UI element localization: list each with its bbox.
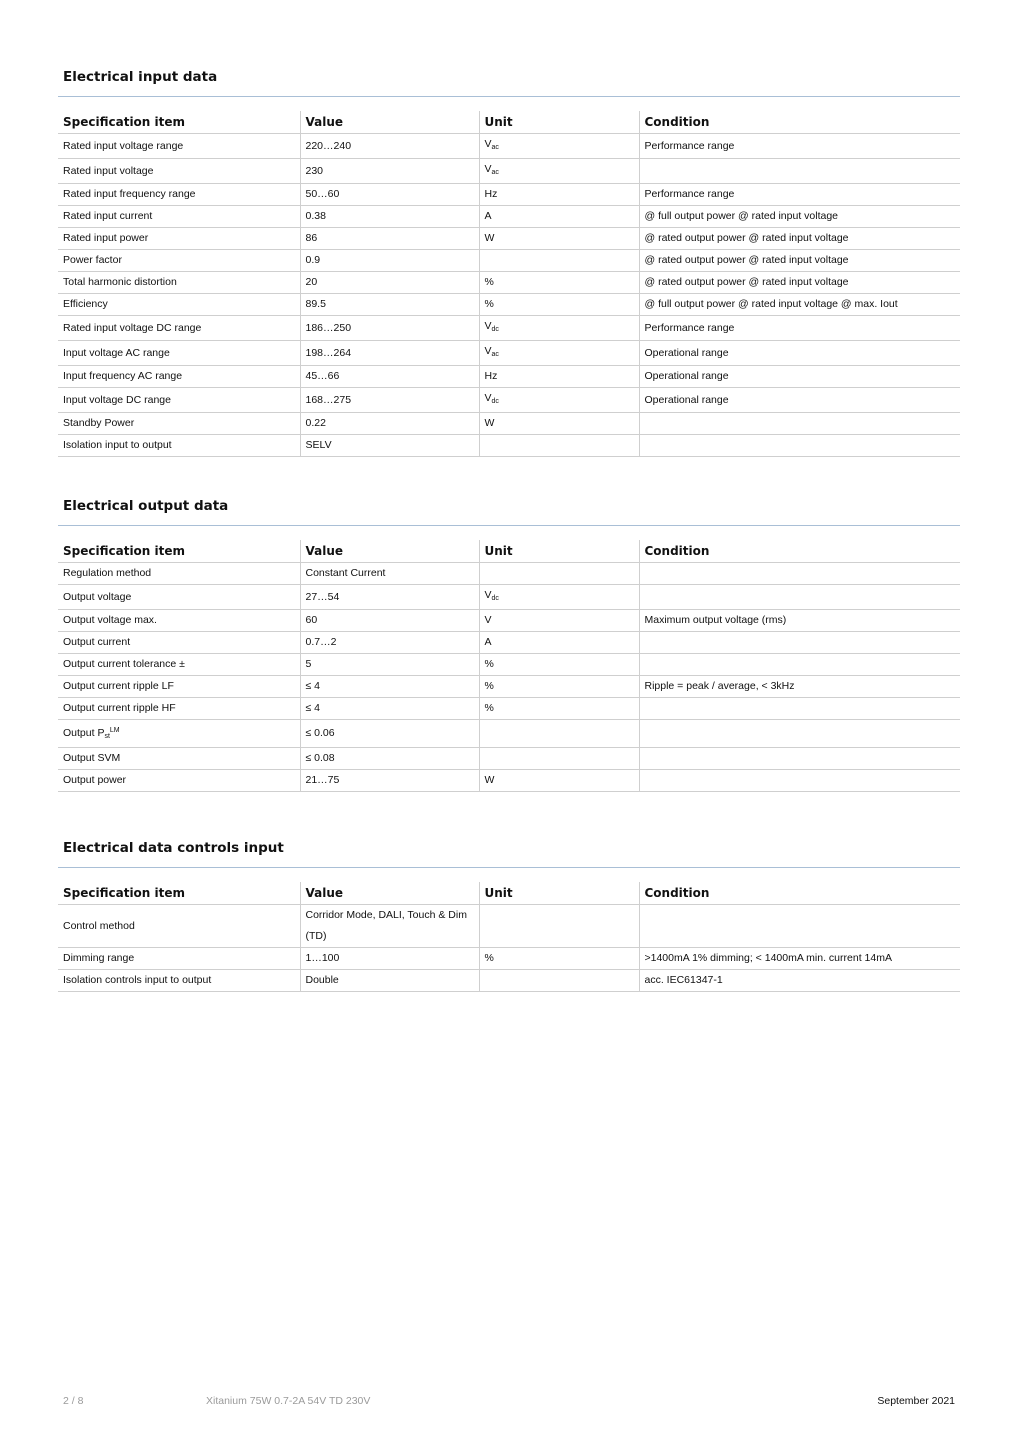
spec-item-subscript: st [104,733,110,740]
section-title: Electrical output data [63,498,229,514]
spec-value-cell [300,134,479,159]
spec-item-cell [58,388,300,413]
spec-value: ≤ 0.06 [305,727,335,739]
spec-unit: W [484,774,495,786]
spec-value-cell [300,388,479,413]
spec-item-cell [58,905,300,948]
spec-unit-subscript: dc [491,595,499,602]
spec-item-label: Efficiency [63,298,108,310]
table-row [58,905,960,948]
spec-table [58,540,960,792]
spec-table [58,882,960,992]
spec-value: SELV [305,439,332,451]
spec-value: Constant Current [305,567,386,579]
spec-condition: Operational range [644,393,729,406]
spec-unit: Hz [484,370,498,382]
spec-unit-cell [479,698,639,720]
spec-value: ≤ 4 [305,702,321,714]
table-row [58,563,960,585]
header-spec: Specification item [58,111,300,134]
spec-unit-cell [479,341,639,366]
spec-condition-cell [639,388,960,413]
spec-condition-cell [639,206,960,228]
spec-item-cell [58,341,300,366]
spec-condition-cell [639,341,960,366]
spec-value-cell [300,970,479,992]
spec-value: 45…66 [305,370,340,382]
spec-value-cell [300,294,479,316]
spec-condition: Ripple = peak / average, < 3kHz [644,680,795,692]
spec-value: ≤ 4 [305,680,321,692]
table-row [58,413,960,435]
spec-item-cell [58,610,300,632]
section-title: Electrical input data [63,69,218,85]
header-value: Value [300,111,479,134]
spec-item-cell [58,206,300,228]
spec-condition-cell [639,228,960,250]
header-spec: Specification item [58,882,300,905]
spec-condition-cell [639,563,960,585]
spec-value-cell [300,948,479,970]
section-title: Electrical data controls input [63,840,284,856]
table-row [58,316,960,341]
spec-unit: W [484,232,495,244]
spec-value-cell [300,272,479,294]
header-condition: Condition [639,882,960,905]
spec-value-cell [300,563,479,585]
section-electrical-input [58,66,960,457]
page-footer [63,1393,955,1409]
spec-value-cell [300,610,479,632]
spec-condition: @ rated output power @ rated input voltage [644,276,849,288]
spec-unit: V [484,320,492,332]
spec-item-cell [58,184,300,206]
spec-item-label: Input frequency AC range [63,370,183,382]
spec-value-cell [300,435,479,457]
spec-condition-cell [639,250,960,272]
spec-value: 27…54 [305,590,340,603]
spec-item-label: Isolation input to output [63,439,172,451]
spec-condition: @ full output power @ rated input voltage @ max. Iout [644,298,898,310]
spec-unit: % [484,658,494,670]
spec-item-label: Control method [63,919,135,932]
spec-item-label: Rated input voltage DC range [63,321,202,334]
spec-item-cell [58,632,300,654]
spec-unit-cell [479,770,639,792]
spec-value-cell [300,206,479,228]
spec-condition-cell [639,159,960,184]
table-row [58,159,960,184]
spec-unit-cell [479,272,639,294]
section-controls-input [58,837,960,992]
spec-item-label: Output SVM [63,752,121,764]
spec-value-cell [300,159,479,184]
spec-condition: Performance range [644,321,735,334]
spec-unit-subscript: dc [491,326,499,333]
header-condition: Condition [639,540,960,563]
spec-item-cell [58,563,300,585]
spec-unit-cell [479,134,639,159]
spec-item-label: Rated input frequency range [63,188,196,200]
header-value: Value [300,540,479,563]
spec-unit-cell [479,676,639,698]
spec-unit-cell [479,294,639,316]
spec-value: 220…240 [305,139,352,152]
spec-value: 86 [305,232,318,244]
spec-unit-cell [479,184,639,206]
spec-item-label: Output current ripple LF [63,680,174,692]
table-header-row [58,111,960,134]
spec-value-cell [300,413,479,435]
spec-item-label: Power factor [63,254,122,266]
spec-value-cell [300,250,479,272]
header-unit: Unit [479,540,639,563]
table-row [58,272,960,294]
spec-value-cell [300,632,479,654]
spec-unit: A [484,636,492,648]
spec-unit-cell [479,250,639,272]
spec-unit: A [484,210,492,222]
spec-item-label: Dimming range [63,952,135,964]
table-row [58,585,960,610]
spec-unit: Hz [484,188,498,200]
spec-value: ≤ 0.08 [305,752,335,764]
table-row [58,770,960,792]
spec-unit: V [484,589,492,601]
spec-item-label: Output voltage max. [63,614,157,626]
spec-unit-subscript: ac [491,144,499,151]
spec-value: 0.9 [305,254,321,266]
spec-item-cell [58,316,300,341]
table-row [58,676,960,698]
spec-item-cell [58,948,300,970]
spec-item-cell [58,770,300,792]
spec-value: 1…100 [305,952,340,964]
spec-value-cell [300,748,479,770]
spec-value: 5 [305,658,312,670]
spec-unit-cell [479,632,639,654]
spec-item-label: Output voltage [63,590,132,603]
section-electrical-output [58,495,960,792]
spec-value-cell [300,698,479,720]
spec-unit: V [484,138,492,150]
spec-unit-subscript: ac [491,169,499,176]
header-condition: Condition [639,111,960,134]
spec-unit-cell [479,435,639,457]
spec-item-cell [58,720,300,748]
spec-condition-cell [639,316,960,341]
table-row [58,748,960,770]
spec-condition-cell [639,610,960,632]
spec-condition-cell [639,184,960,206]
spec-condition-cell [639,413,960,435]
spec-condition: acc. IEC61347-1 [644,974,723,986]
spec-unit-cell [479,905,639,948]
spec-item-label: Isolation controls input to output [63,974,212,986]
table-row [58,184,960,206]
header-spec: Specification item [58,540,300,563]
spec-item-cell [58,413,300,435]
spec-condition-cell [639,970,960,992]
spec-item-cell [58,294,300,316]
spec-value-cell [300,585,479,610]
spec-table [58,111,960,457]
spec-item-cell [58,970,300,992]
spec-unit-cell [479,610,639,632]
spec-unit-subscript: dc [491,398,499,405]
spec-condition-cell [639,905,960,948]
spec-item-label: Rated input voltage [63,164,154,177]
spec-unit-cell [479,206,639,228]
spec-value-cell [300,654,479,676]
spec-unit: % [484,298,494,310]
spec-value: 0.38 [305,210,326,222]
table-row [58,388,960,413]
spec-unit-cell [479,228,639,250]
spec-value: 186…250 [305,321,352,334]
spec-condition: Operational range [644,370,729,382]
spec-unit-cell [479,654,639,676]
table-row [58,206,960,228]
spec-item-cell [58,698,300,720]
spec-condition: @ rated output power @ rated input voltage [644,232,849,244]
spec-condition-cell [639,698,960,720]
spec-value: Double [305,974,339,986]
header-unit: Unit [479,882,639,905]
table-row [58,654,960,676]
spec-condition-cell [639,948,960,970]
spec-item-label: Regulation method [63,567,152,579]
spec-value: 89.5 [305,298,326,310]
spec-value: Corridor Mode, DALI, Touch & Dim (TD) [305,909,467,942]
spec-unit-cell [479,159,639,184]
spec-item-cell [58,676,300,698]
spec-condition: @ full output power @ rated input voltage [644,210,839,222]
table-row [58,134,960,159]
spec-item-cell [58,159,300,184]
spec-unit-cell [479,413,639,435]
table-row [58,250,960,272]
header-value: Value [300,882,479,905]
spec-item-label: Input voltage AC range [63,346,170,359]
spec-condition: Performance range [644,188,735,200]
spec-value: 198…264 [305,346,352,359]
table-row [58,228,960,250]
spec-item-cell [58,228,300,250]
spec-condition-cell [639,435,960,457]
spec-unit: V [484,345,492,357]
spec-unit: W [484,417,495,429]
spec-item-superscript: LM [109,727,120,734]
spec-unit: % [484,680,494,692]
spec-value: 168…275 [305,393,352,406]
spec-value-cell [300,184,479,206]
spec-item-label: Input voltage DC range [63,393,171,406]
spec-item-label: Output current [63,636,131,648]
spec-condition: Operational range [644,346,729,359]
document-date: September 2021 [877,1395,955,1407]
spec-value: 60 [305,614,318,626]
spec-unit: % [484,702,494,714]
table-header-row [58,882,960,905]
spec-unit: V [484,163,492,175]
spec-unit-cell [479,720,639,748]
table-row [58,970,960,992]
spec-unit: V [484,614,492,626]
spec-item-label: Rated input voltage range [63,139,184,152]
spec-value-cell [300,341,479,366]
table-header-row [58,540,960,563]
product-name: Xitanium 75W 0.7-2A 54V TD 230V [206,1395,371,1407]
spec-unit: % [484,276,494,288]
spec-item-label: Standby Power [63,417,135,429]
spec-condition-cell [639,676,960,698]
header-unit: Unit [479,111,639,134]
spec-item-label: Rated input power [63,232,149,244]
spec-item-cell [58,134,300,159]
spec-item-label: Output power [63,774,127,786]
spec-condition: @ rated output power @ rated input voltage [644,254,849,266]
spec-value: 0.22 [305,417,326,429]
spec-value-cell [300,366,479,388]
table-row [58,698,960,720]
spec-item-label: Total harmonic distortion [63,276,177,288]
spec-condition: >1400mA 1% dimming; < 1400mA min. current 14mA [644,952,892,964]
spec-value-cell [300,228,479,250]
spec-condition-cell [639,134,960,159]
spec-item-label: Output current ripple HF [63,702,176,714]
spec-item-label: Output current tolerance ± [63,658,185,670]
spec-unit-cell [479,366,639,388]
spec-value: 21…75 [305,774,340,786]
spec-condition-cell [639,654,960,676]
spec-condition-cell [639,770,960,792]
spec-unit-cell [479,970,639,992]
spec-value-cell [300,770,479,792]
table-row [58,294,960,316]
spec-item-cell [58,272,300,294]
spec-item-cell [58,250,300,272]
spec-value-cell [300,905,479,948]
spec-value: 230 [305,164,324,177]
spec-condition-cell [639,632,960,654]
spec-item-cell [58,654,300,676]
spec-item-cell [58,585,300,610]
spec-condition-cell [639,748,960,770]
spec-unit: V [484,392,492,404]
spec-unit-cell [479,748,639,770]
spec-condition-cell [639,366,960,388]
spec-value-cell [300,720,479,748]
spec-condition-cell [639,294,960,316]
spec-value: 0.7…2 [305,636,337,648]
spec-condition-cell [639,585,960,610]
spec-value-cell [300,676,479,698]
spec-unit-cell [479,585,639,610]
table-row [58,366,960,388]
table-row [58,948,960,970]
spec-item-label: Output P [63,727,105,739]
spec-condition: Performance range [644,139,735,152]
spec-unit-cell [479,388,639,413]
spec-condition-cell [639,720,960,748]
spec-unit-cell [479,316,639,341]
spec-unit-cell [479,563,639,585]
spec-unit: % [484,952,494,964]
spec-item-label: Rated input current [63,210,153,222]
spec-value-cell [300,316,479,341]
spec-item-cell [58,366,300,388]
spec-condition-cell [639,272,960,294]
spec-condition: Maximum output voltage (rms) [644,614,787,626]
spec-value: 50…60 [305,188,340,200]
spec-unit-subscript: ac [491,351,499,358]
spec-unit-cell [479,948,639,970]
table-row [58,341,960,366]
spec-value: 20 [305,276,318,288]
table-row [58,632,960,654]
page-number: 2 / 8 [63,1395,84,1407]
spec-item-cell [58,435,300,457]
spec-item-cell [58,748,300,770]
table-row [58,720,960,748]
table-row [58,435,960,457]
table-row [58,610,960,632]
